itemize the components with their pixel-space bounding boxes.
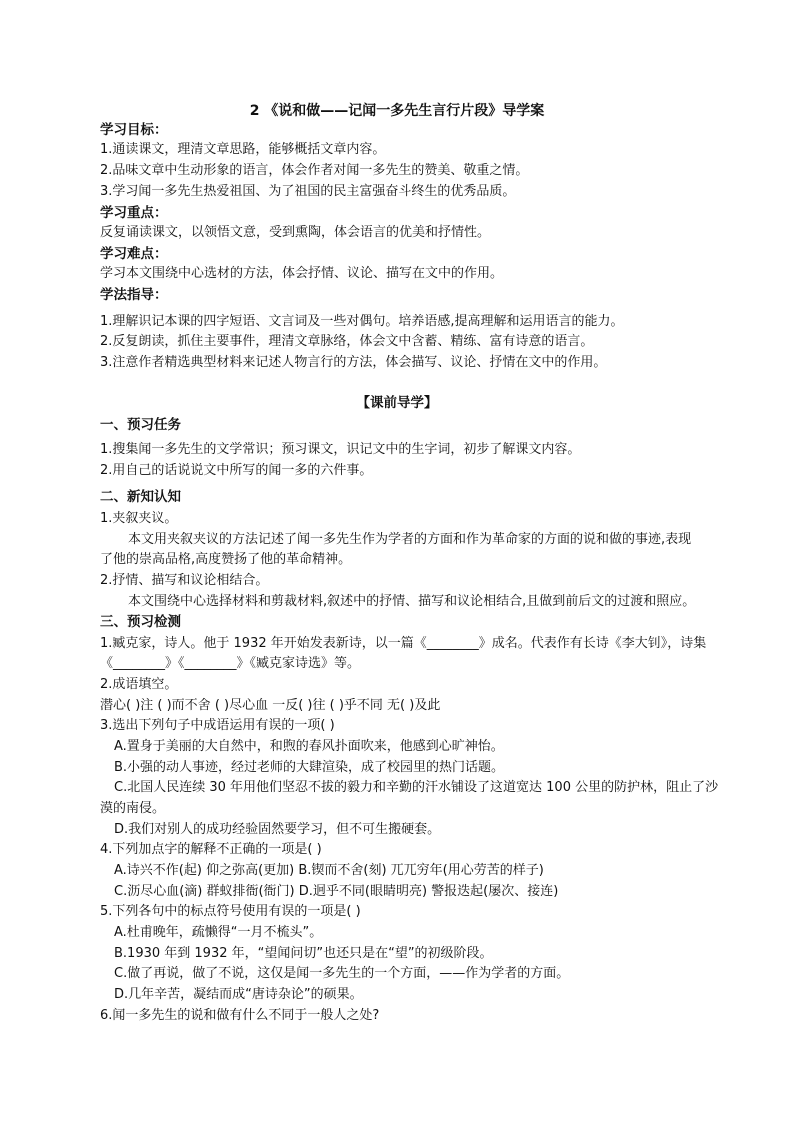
goal-1: 1.通读课文，理清文章思路，能够概括文章内容。 — [100, 142, 386, 157]
question-5-option-b: B.1930 年到 1932 年，“望闻问切”也还只是在“望”的初级阶段。 — [114, 946, 493, 961]
question-3-option-c-line2: 漠的南侵。 — [100, 801, 166, 816]
task-2: 2.用自己的话说说文中所写的闻一多的六件事。 — [100, 463, 373, 478]
knowledge-2: 2.抒情、描写和议论相结合。 — [100, 573, 269, 588]
section-pre-study: 【课前导学】 — [356, 395, 438, 411]
method-3: 3.注意作者精选典型材料来记述人物言行的方法，体会描写、议论、抒情在文中的作用。 — [100, 355, 607, 370]
question-5-option-a: A.杜甫晚年，疏懒得“一月不梳头”。 — [114, 925, 323, 940]
knowledge-2-text: 本文围绕中心选择材料和剪裁材料,叙述中的抒情、描写和议论相结合,且做到前后文的过渡和照应。 — [128, 594, 696, 609]
knowledge-1-text-line2: 了他的崇高品格,高度赞扬了他的革命精神。 — [100, 552, 352, 567]
knowledge-1-text-line1: 本文用夹叙夹议的方法记述了闻一多先生作为学者的方面和作为革命家的方面的说和做的事迹,表现 — [128, 532, 692, 547]
question-2-blanks: 潜心( )注 ( )而不舍 ( )尽心血 一反( )往 ( )乎不同 无( )及此 — [100, 698, 441, 713]
method-2: 2.反复朗读，抓住主要事件，理清文章脉络，体会文中含蓄、精练、富有诗意的语言。 — [100, 334, 594, 349]
goal-2: 2.品味文章中生动形象的语言，体会作者对闻一多先生的赞美、敬重之情。 — [100, 163, 529, 178]
heading-method: 学法指导： — [100, 287, 168, 303]
question-1-line2: 《________》《________》《臧克家诗选》等。 — [100, 656, 361, 671]
knowledge-1: 1.夹叙夹议。 — [100, 511, 178, 526]
question-4-options-cd: C.沥尽心血(滴) 群蚁排衙(衙门) D.迥乎不同(眼睛明亮) 警报迭起(屡次、接连) — [114, 884, 559, 899]
question-5-option-d: D.几年辛苦，凝结而成“唐诗杂论”的硕果。 — [114, 987, 363, 1002]
heading-preview-test: 三、预习检测 — [100, 614, 181, 630]
heading-new-knowledge: 二、新知认知 — [100, 489, 181, 505]
question-2: 2.成语填空。 — [100, 677, 178, 692]
question-3-option-b: B.小强的动人事迹，经过老师的大肆渲染，成了校园里的热门话题。 — [114, 760, 505, 775]
question-3-option-a: A.置身于美丽的大自然中，和煦的春风扑面吹来，他感到心旷神怡。 — [114, 739, 504, 754]
question-3-option-d: D.我们对别人的成功经验固然要学习，但不可生搬硬套。 — [114, 822, 441, 837]
question-5-option-c: C.做了再说，做了不说，这仅是闻一多先生的一个方面，——作为学者的方面。 — [114, 966, 570, 981]
question-4-options-ab: A.诗兴不作(起) 仰之弥高(更加) B.锲而不舍(刻) 兀兀穷年(用心劳苦的样子) — [114, 863, 544, 878]
document-title: 2 《说和做——记闻一多先生言行片段》导学案 — [249, 103, 545, 119]
question-5: 5.下列各句中的标点符号使用有误的一项是( ) — [100, 904, 361, 919]
heading-difficulties: 学习难点： — [100, 246, 168, 262]
question-3: 3.选出下列句子中成语运用有误的一项( ) — [100, 718, 335, 733]
difficulty-1: 学习本文围绕中心选材的方法，体会抒情、议论、描写在文中的作用。 — [100, 266, 504, 281]
task-1: 1.搜集闻一多先生的文学常识；预习课文，识记文中的生字词，初步了解课文内容。 — [100, 442, 581, 457]
question-1-line1: 1.臧克家，诗人。他于 1932 年开始发表新诗，以一篇《________》成名。代表作有长诗《李大钊》，诗集 — [100, 636, 707, 651]
goal-3: 3.学习闻一多先生热爱祖国、为了祖国的民主富强奋斗终生的优秀品质。 — [100, 184, 516, 199]
question-3-option-c-line1: C.北国人民连续 30 年用他们坚忍不拔的毅力和辛勤的汗水铺设了这道宽达 100 公里的防护林，阻止了沙 — [114, 780, 719, 795]
heading-key-points: 学习重点： — [100, 205, 168, 221]
question-4: 4.下列加点字的解释不正确的一项是( ) — [100, 842, 322, 857]
question-6: 6.闻一多先生的说和做有什么不同于一般人之处? — [100, 1008, 380, 1023]
key-point-1: 反复诵读课文，以领悟文意，受到熏陶，体会语言的优美和抒情性。 — [100, 225, 491, 240]
method-1: 1.理解识记本课的四字短语、文言词及一些对偶句。培养语感,提高理解和运用语言的能力。 — [100, 314, 624, 329]
heading-preview-task: 一、预习任务 — [100, 417, 181, 433]
heading-learning-goals: 学习目标： — [100, 122, 168, 138]
